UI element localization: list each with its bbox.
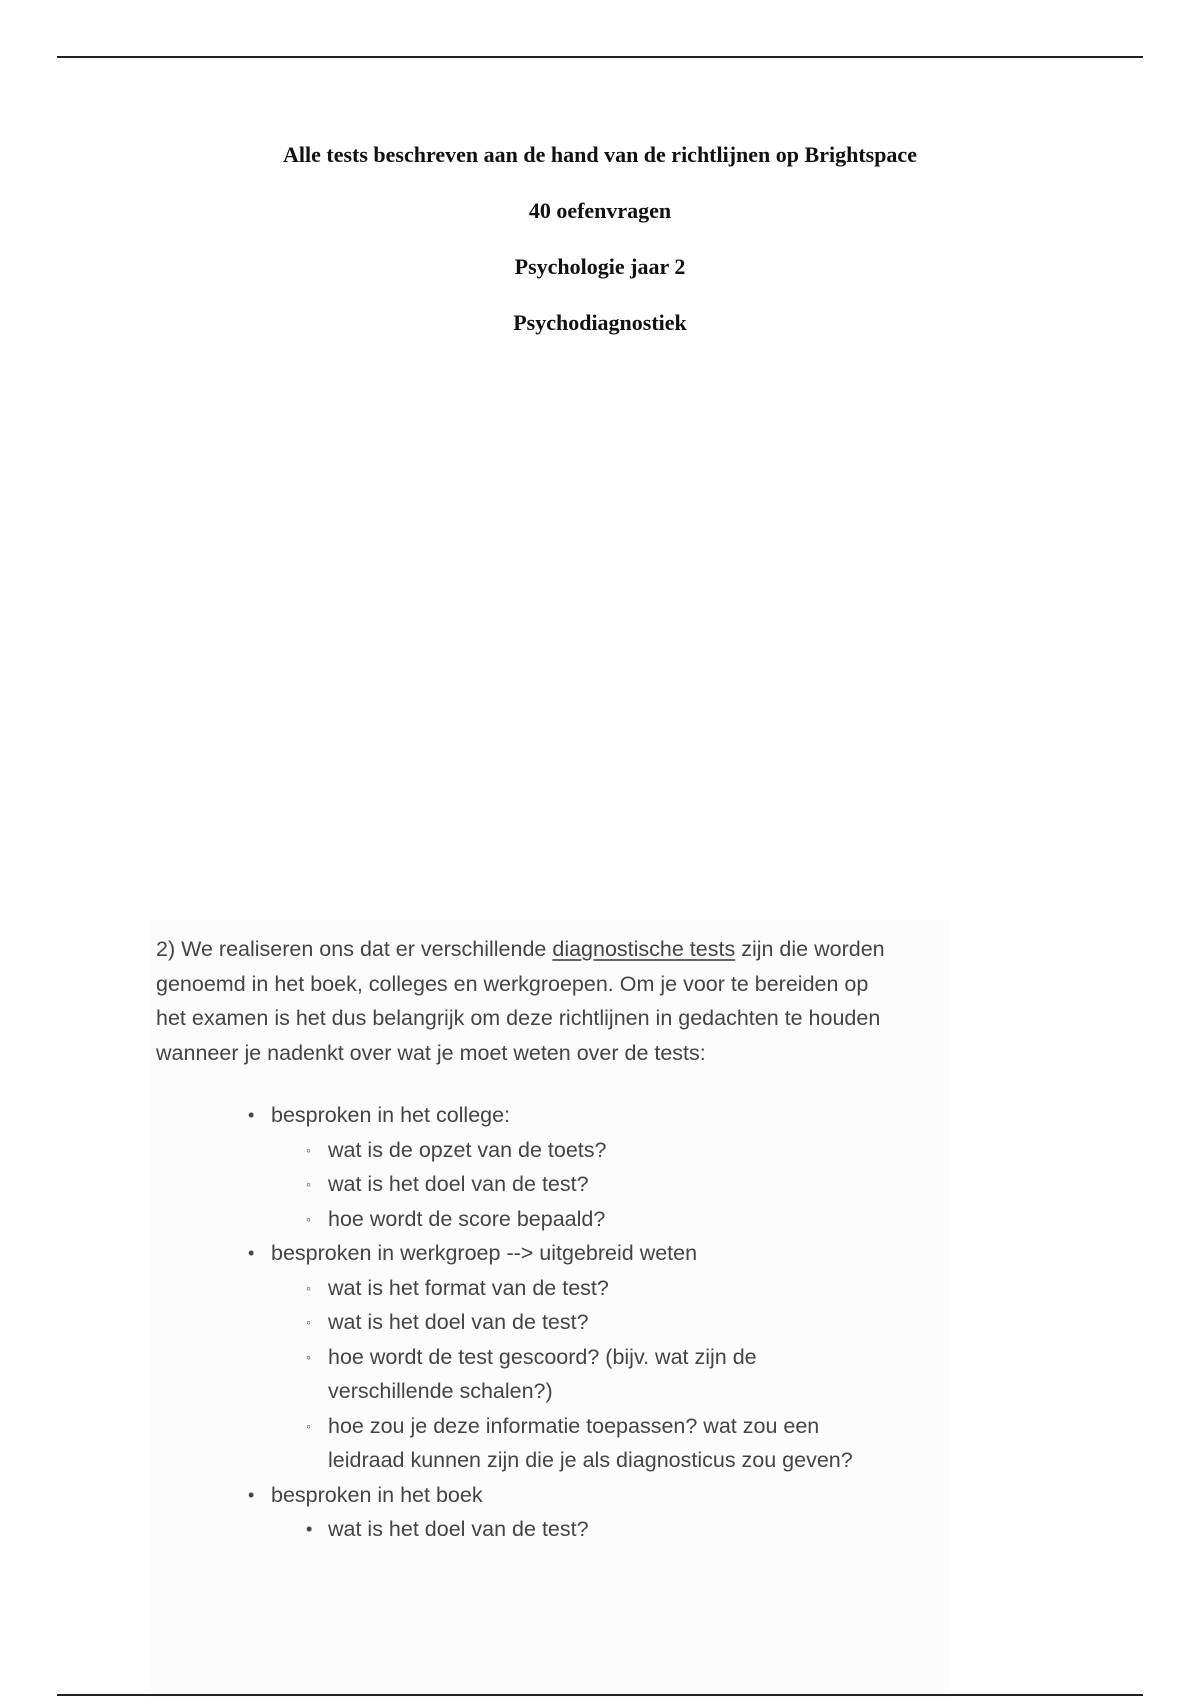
sub-list-item: ◦ wat is het doel van de test?	[150, 1167, 888, 1202]
circle-bullet-icon: ◦	[306, 1176, 311, 1192]
intro-line-3: het examen is het dus belangrijk om deze richtlijnen in gedachten te houden	[156, 1006, 881, 1030]
guideline-list	[150, 1098, 950, 1547]
sub-list-item: ◦ wat is de opzet van de toets?	[150, 1133, 888, 1168]
bullet-icon: •	[248, 1484, 255, 1505]
intro-line-4: wanneer je nadenkt over wat je moet weten over de tests:	[156, 1040, 706, 1065]
course-year: Psychologie jaar 2	[514, 254, 686, 279]
embedded-screenshot	[150, 920, 950, 1700]
bullet-icon: •	[306, 1519, 313, 1539]
intro-paragraph	[156, 932, 956, 1070]
course-name: Psychodiagnostiek	[513, 310, 687, 335]
sub-list-item: ◦ hoe wordt de test gescoord? (bijv. wat zijn de verschillende schalen?)	[150, 1340, 888, 1409]
sub-list-item: • wat is het doel van de test?	[150, 1512, 888, 1547]
circle-bullet-icon: ◦	[306, 1210, 311, 1227]
circle-bullet-icon: ◦	[306, 1141, 311, 1158]
intro-line-2: genoemd in het boek, colleges en werkgroepen. Om je voor te bereiden op	[156, 971, 869, 996]
list-item-boek: • besproken in het boek	[150, 1478, 950, 1513]
circle-bullet-icon: ◦	[306, 1314, 311, 1330]
sub-list-item: ◦ wat is het format van de test?	[150, 1271, 888, 1306]
bottom-rule	[57, 1694, 1143, 1696]
document-title: Alle tests beschreven aan de hand van de richtlijnen op Brightspace	[283, 142, 917, 167]
intro-line-1: 2) We realiseren ons dat er verschillende diagnostische tests zijn die worden	[156, 937, 885, 961]
top-rule	[57, 56, 1143, 58]
circle-bullet-icon: ◦	[306, 1417, 311, 1434]
sub-list-item: ◦ hoe zou je deze informatie toepassen? wat zou een leidraad kunnen zijn die je als diagnosticus zou geven?	[150, 1409, 888, 1478]
bullet-icon: •	[248, 1243, 255, 1263]
sub-list-item: ◦ hoe wordt de score bepaald?	[150, 1202, 888, 1237]
title-block	[0, 140, 1200, 364]
circle-bullet-icon: ◦	[306, 1279, 311, 1296]
sub-list-item: ◦ wat is het doel van de test?	[150, 1305, 888, 1340]
list-item-werkgroep: • besproken in werkgroep --> uitgebreid weten	[150, 1236, 950, 1271]
list-item-college: • besproken in het college:	[150, 1098, 950, 1133]
underlined-term: diagnostische tests	[552, 937, 736, 961]
bullet-icon: •	[248, 1105, 255, 1125]
question-count: 40 oefenvragen	[528, 198, 672, 223]
circle-bullet-icon: ◦	[306, 1348, 311, 1365]
